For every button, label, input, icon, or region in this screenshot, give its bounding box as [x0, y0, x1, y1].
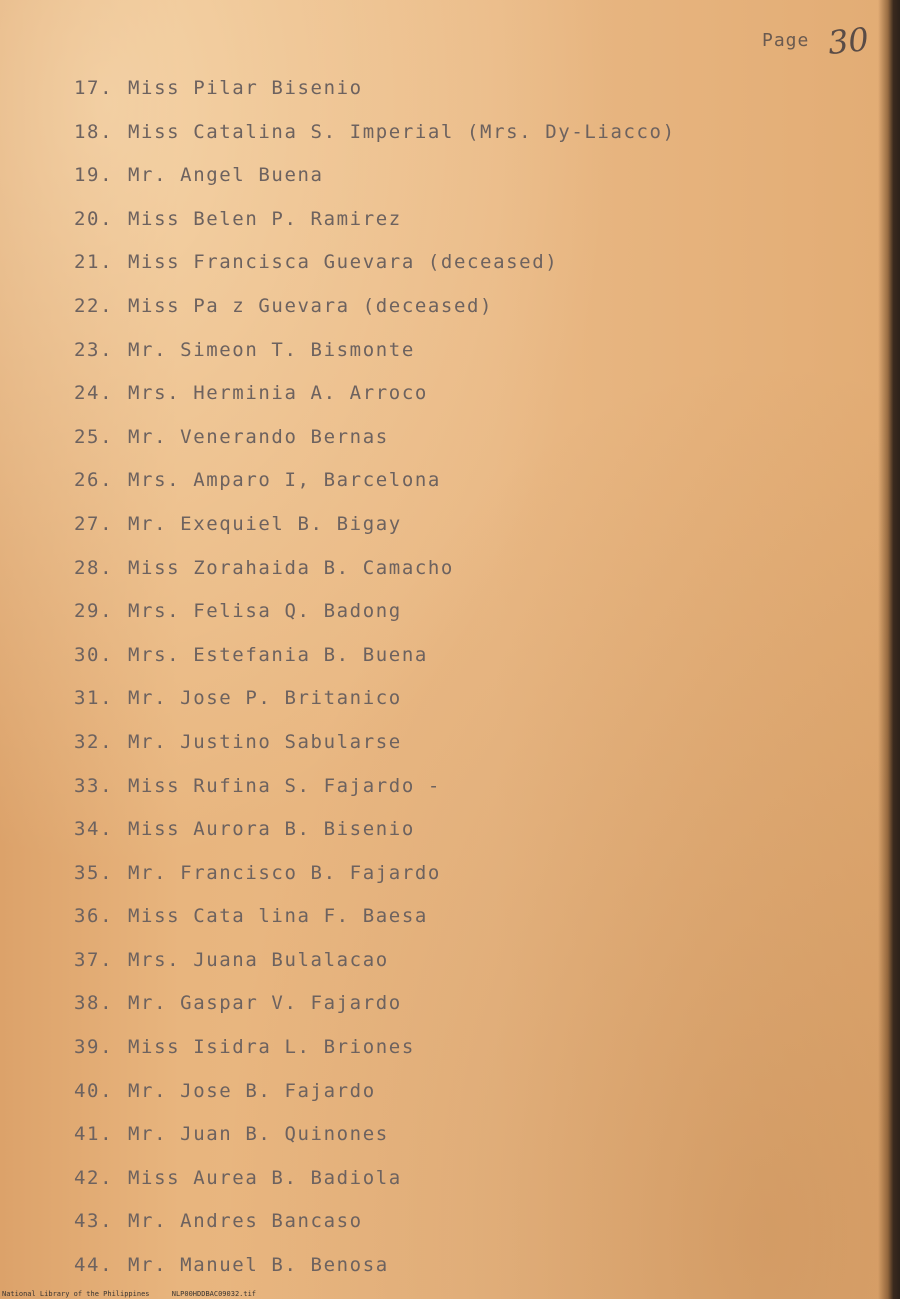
entry-name: Mr. Justino Sabularse — [128, 730, 402, 753]
entry-number: 29. — [74, 600, 114, 623]
page-number: 30 — [826, 19, 871, 63]
list-item — [74, 1120, 676, 1164]
entry-name: Miss Zorahaida B. Camacho — [128, 556, 454, 579]
entry-name: Miss Pa z Guevara (deceased) — [128, 294, 494, 317]
entry-name: Miss Belen P. Ramirez — [128, 207, 402, 230]
entry-number: 33. — [74, 774, 114, 797]
entry-number: 43. — [74, 1210, 114, 1233]
entry-number: 20. — [74, 207, 114, 230]
binding-edge-shadow — [878, 0, 900, 1299]
entry-number: 18. — [74, 120, 114, 143]
entry-number: 23. — [74, 338, 114, 361]
entry-name: Mr. Jose P. Britanico — [128, 687, 402, 710]
list-item — [74, 379, 676, 423]
entry-number: 26. — [74, 469, 114, 492]
entry-name: Miss Aurora B. Bisenio — [128, 818, 415, 841]
entry-number: 32. — [74, 730, 114, 753]
entry-name: Mr. Simeon T. Bismonte — [128, 338, 415, 361]
entry-number: 36. — [74, 905, 114, 928]
list-item — [74, 946, 676, 990]
list-item — [74, 728, 676, 772]
scan-footer — [2, 1290, 274, 1298]
entry-name: Mr. Juan B. Quinones — [128, 1123, 389, 1146]
entry-name: Mr. Francisco B. Fajardo — [128, 861, 441, 884]
entry-number: 34. — [74, 818, 114, 841]
entry-number: 19. — [74, 164, 114, 187]
list-item — [74, 248, 676, 292]
entry-number: 22. — [74, 294, 114, 317]
list-item — [74, 641, 676, 685]
entry-number: 42. — [74, 1166, 114, 1189]
list-item — [74, 510, 676, 554]
entry-name: Mr. Gaspar V. Fajardo — [128, 992, 402, 1015]
entry-number: 21. — [74, 251, 114, 274]
entry-name: Mr. Andres Bancaso — [128, 1210, 363, 1233]
footer-source: National Library of the Philippines — [2, 1290, 150, 1298]
list-item — [74, 815, 676, 859]
entry-number: 24. — [74, 382, 114, 405]
list-item — [74, 597, 676, 641]
entry-name: Miss Aurea B. Badiola — [128, 1166, 402, 1189]
list-item — [74, 1077, 676, 1121]
list-item — [74, 336, 676, 380]
entry-number: 28. — [74, 556, 114, 579]
entry-number: 41. — [74, 1123, 114, 1146]
entry-name: Miss Rufina S. Fajardo - — [128, 774, 441, 797]
list-item — [74, 554, 676, 598]
entry-name: Mrs. Felisa Q. Badong — [128, 600, 402, 623]
list-item — [74, 859, 676, 903]
entry-number: 35. — [74, 861, 114, 884]
entry-number: 44. — [74, 1254, 114, 1277]
entry-name: Mr. Jose B. Fajardo — [128, 1079, 376, 1102]
list-item — [74, 205, 676, 249]
entry-number: 37. — [74, 948, 114, 971]
list-item — [74, 772, 676, 816]
entry-number: 17. — [74, 77, 114, 99]
entry-name: Miss Pilar Bisenio — [128, 77, 363, 99]
list-item — [74, 466, 676, 510]
entry-name: Mrs. Herminia A. Arroco — [128, 382, 428, 405]
entry-number: 38. — [74, 992, 114, 1015]
list-item — [74, 161, 676, 205]
entry-number: 27. — [74, 512, 114, 535]
list-item — [74, 423, 676, 467]
entry-name: Mrs. Juana Bulalacao — [128, 948, 389, 971]
footer-filename: NLP00HDDBAC09032.tif — [171, 1290, 257, 1298]
list-item — [74, 118, 676, 162]
list-item — [74, 684, 676, 728]
entry-number: 40. — [74, 1079, 114, 1102]
entry-name: Mr. Exequiel B. Bigay — [128, 512, 402, 535]
entry-name: Mr. Venerando Bernas — [128, 425, 389, 448]
entry-name: Miss Francisca Guevara (deceased) — [128, 251, 559, 274]
entry-number: 39. — [74, 1036, 114, 1059]
entry-name: Miss Catalina S. Imperial (Mrs. Dy-Liacco) — [128, 120, 676, 143]
entry-number: 30. — [74, 643, 114, 666]
entry-name: Mrs. Estefania B. Buena — [128, 643, 428, 666]
list-item — [74, 1207, 676, 1251]
page-label: Page — [762, 30, 810, 51]
entry-name: Miss Cata lina F. Baesa — [128, 905, 428, 928]
list-item — [74, 1033, 676, 1077]
list-item — [74, 1164, 676, 1208]
entry-name: Mrs. Amparo I, Barcelona — [128, 469, 441, 492]
list-item — [74, 74, 676, 118]
list-item — [74, 1251, 676, 1295]
list-item — [74, 902, 676, 946]
entry-number: 31. — [74, 687, 114, 710]
entry-name: Mr. Manuel B. Benosa — [128, 1254, 389, 1277]
list-item — [74, 292, 676, 336]
name-list — [74, 74, 676, 1295]
list-item — [74, 989, 676, 1033]
entry-number: 25. — [74, 425, 114, 448]
entry-name: Mr. Angel Buena — [128, 164, 324, 187]
entry-name: Miss Isidra L. Briones — [128, 1036, 415, 1059]
